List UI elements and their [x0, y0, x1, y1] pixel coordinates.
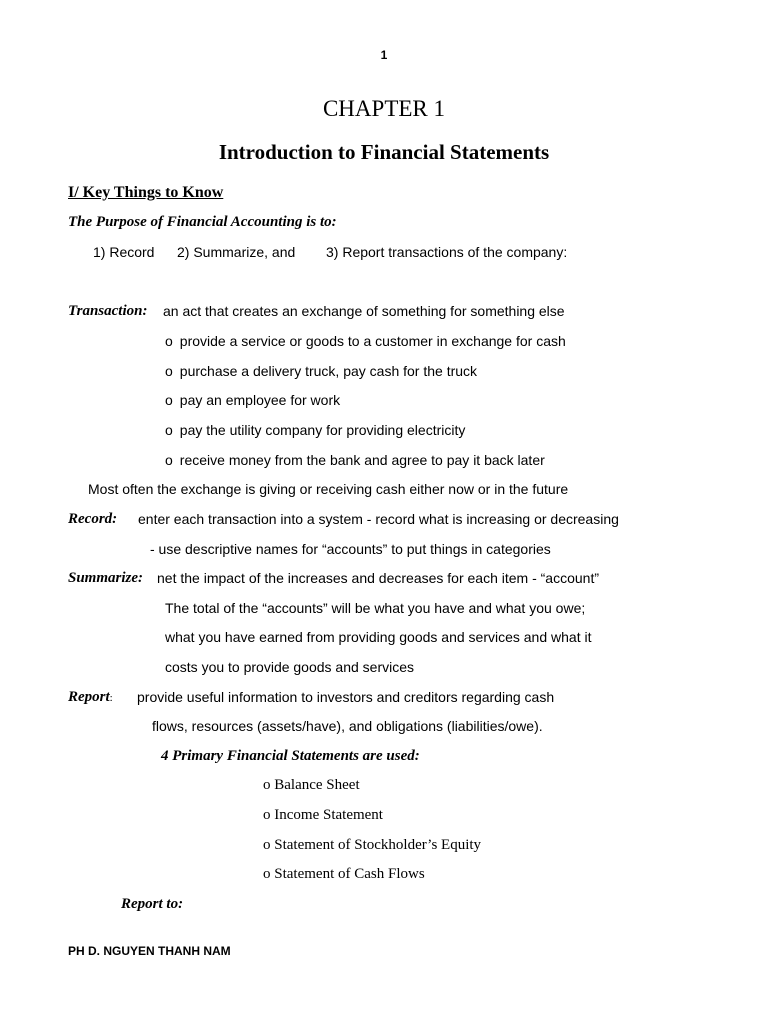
purpose-step-2: 2) Summarize, and: [177, 244, 296, 260]
section-heading: I/ Key Things to Know: [68, 184, 224, 201]
page-number: 1: [380, 48, 388, 62]
document-title: Introduction to Financial Statements: [218, 140, 550, 164]
statements-heading: 4 Primary Financial Statements are used:: [161, 748, 420, 764]
summarize-line: what you have earned from providing goods and services and what it: [165, 629, 592, 645]
bullet-marker: o: [263, 837, 271, 853]
transaction-example: o purchase a delivery truck, pay cash for the truck: [165, 363, 478, 379]
transaction-example: o receive money from the bank and agree to pay it back later: [165, 452, 545, 468]
summarize-line: The total of the “accounts” will be what you have and what you owe;: [165, 600, 586, 616]
transaction-example: o pay an employee for work: [165, 392, 341, 408]
bullet-marker: o: [165, 392, 173, 408]
record-detail: - use descriptive names for “accounts” to put things in categories: [150, 541, 551, 557]
bullet-marker: o: [165, 422, 173, 438]
statement-item: o Statement of Cash Flows: [263, 866, 425, 882]
statement-item: o Balance Sheet: [263, 777, 360, 793]
report-continuation: flows, resources (assets/have), and obligations (liabilities/owe).: [152, 718, 543, 734]
report-term-wrapper: [68, 690, 113, 705]
purpose-heading: The Purpose of Financial Accounting is to:: [68, 214, 337, 230]
report-term: Report: [68, 689, 110, 705]
bullet-marker: o: [165, 363, 173, 379]
bullet-marker: o: [263, 807, 271, 823]
statement-item: o Income Statement: [263, 807, 383, 823]
summarize-term: Summarize:: [68, 570, 144, 586]
statement-item: o Statement of Stockholder’s Equity: [263, 837, 482, 853]
transaction-definition: an act that creates an exchange of something for something else: [163, 303, 565, 319]
report-to-heading: Report to:: [121, 896, 184, 912]
chapter-heading: CHAPTER 1: [322, 96, 446, 121]
transaction-example: o provide a service or goods to a customer in exchange for cash: [165, 333, 566, 349]
bullet-marker: o: [263, 866, 271, 882]
bullet-marker: o: [165, 333, 173, 349]
report-colon: :: [109, 692, 113, 704]
report-definition: provide useful information to investors and creditors regarding cash: [137, 689, 555, 705]
transaction-note: Most often the exchange is giving or receiving cash either now or in the future: [88, 481, 569, 497]
page-footer: PH D. NGUYEN THANH NAM: [68, 944, 231, 958]
transaction-example: o pay the utility company for providing electricity: [165, 422, 466, 438]
record-definition: enter each transaction into a system - record what is increasing or decreasing: [138, 511, 619, 527]
summarize-line: costs you to provide goods and services: [165, 659, 415, 675]
summarize-definition: net the impact of the increases and decreases for each item - “account”: [157, 570, 600, 586]
bullet-marker: o: [263, 777, 271, 793]
transaction-term: Transaction:: [68, 303, 148, 319]
purpose-step-1: 1) Record: [93, 244, 155, 260]
record-term: Record:: [68, 511, 118, 527]
bullet-marker: o: [165, 452, 173, 468]
purpose-step-3: 3) Report transactions of the company:: [326, 244, 568, 260]
